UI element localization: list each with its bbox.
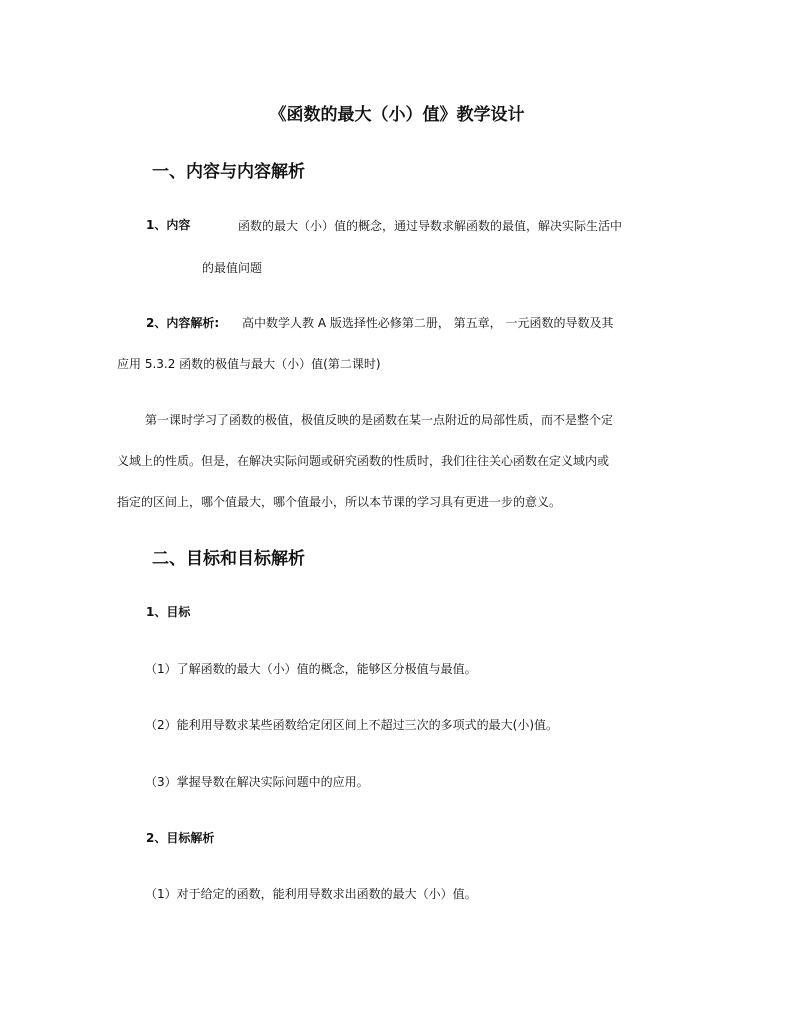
paragraph-line: 指定的区间上，哪个值最大，哪个值最小，所以本节课的学习具有更进一步的意义。 <box>117 495 562 509</box>
document-title: 《函数的最大（小）值》教学设计 <box>269 105 525 125</box>
content-label: 1、内容 <box>146 218 191 232</box>
goal-item: （3）掌握导数在解决实际问题中的应用。 <box>145 775 369 789</box>
goal-item: （1）了解函数的最大（小）值的概念，能够区分极值与最值。 <box>145 662 477 676</box>
content-analysis-line2: 应用 5.3.2 函数的极值与最大（小）值(第二课时) <box>117 357 381 371</box>
paragraph-line: 义域上的性质。但是，在解决实际问题或研究函数的性质时，我们往往关心函数在定义域内或 <box>117 454 610 468</box>
content-text-line1: 函数的最大（小）值的概念，通过导数求解函数的最值，解决实际生活中 <box>238 219 623 233</box>
content-text-line2: 的最值问题 <box>202 261 263 275</box>
content-analysis-line1: 高中数学人教 A 版选择性必修第二册， 第五章， 一元函数的导数及其 <box>242 316 614 330</box>
goal-analysis-label: 2、目标解析 <box>146 831 215 845</box>
goal-analysis-item: （1）对于给定的函数，能利用导数求出函数的最大（小）值。 <box>145 887 477 901</box>
section-heading-goals: 二、目标和目标解析 <box>152 549 305 569</box>
goal-label: 1、目标 <box>146 605 191 619</box>
content-analysis-label: 2、内容解析: <box>146 316 220 330</box>
paragraph-line: 第一课时学习了函数的极值，极值反映的是函数在某一点附近的局部性质，而不是整个定 <box>145 413 614 427</box>
section-heading-content: 一、内容与内容解析 <box>152 162 305 182</box>
goal-item: （2）能利用导数求某些函数给定闭区间上不超过三次的多项式的最大(小)值。 <box>145 718 559 732</box>
